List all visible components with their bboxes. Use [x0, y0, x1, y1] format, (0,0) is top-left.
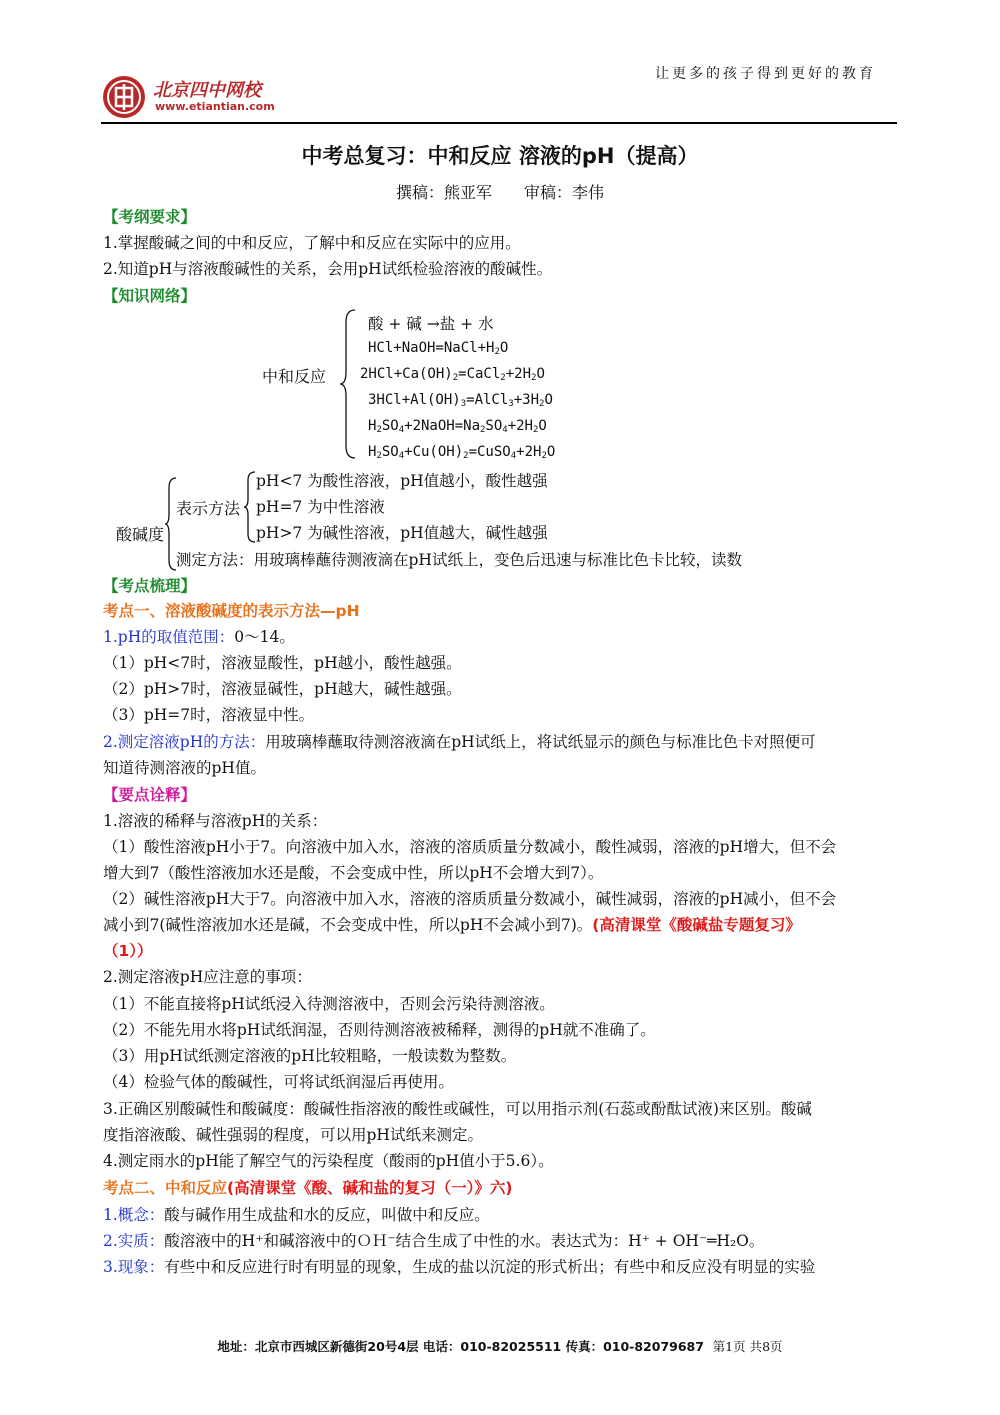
- requirement-1: 1.掌握酸碱之间的中和反应，了解中和反应在实际中的应用。: [103, 234, 521, 252]
- note-1b: （2）碱性溶液pH大于7。向溶液中加入水，溶液的溶质质量分数减小，碱性减弱，溶液的pH减小，但不会: [103, 890, 837, 908]
- requirement-2: 2.知道pH与溶液酸碱性的关系，会用pH试纸检验溶液的酸碱性。: [103, 260, 553, 278]
- section-heading-keypoints: 【考点梳理】: [103, 577, 197, 595]
- measure-method: 测定方法：用玻璃棒蘸待测液滴在pH试纸上，变色后迅速与标准比色卡比较，读数: [176, 551, 742, 569]
- ph-method: [103, 731, 816, 753]
- equation-4: $H_2SO_4+2NaOH=Na_2SO_4+2H_2O$: [368, 418, 547, 435]
- keypoint-1-heading: 考点一、溶液酸碱度的表示方法—pH: [103, 602, 360, 620]
- brace-icon: [339, 308, 359, 460]
- ph-rule-1: （1）pH<7时，溶液显酸性，pH越小，酸性越强。: [103, 654, 462, 672]
- section-heading-network: 【知识网络】: [103, 287, 197, 305]
- note-1: 1.溶液的稀释与溶液pH的关系：: [103, 812, 328, 830]
- equation-3: $3HCl+Al(OH)_3=AlCl_3+3H_2O$: [368, 392, 553, 409]
- brace-icon: [243, 470, 257, 544]
- logo: [101, 72, 301, 122]
- page-number: 第1页 共8页: [712, 1339, 783, 1354]
- note-1a-cont: 增大到7（酸性溶液加水还是酸，不会变成中性，所以pH不会增大到7）。: [103, 864, 604, 882]
- ph-range-label: 1.pH的取值范围：: [103, 628, 235, 646]
- logo-url: www.etiantian.com: [155, 100, 275, 113]
- express-item: pH<7 为酸性溶液，pH值越小，酸性越强: [256, 472, 548, 490]
- video-reference-cont: （1））: [103, 942, 153, 960]
- note-2b: （2）不能先用水将pH试纸润湿，否则待测溶液被稀释，测得的pH就不准确了。: [103, 1021, 656, 1039]
- ph-method-label: 2.测定溶液pH的方法：: [103, 733, 266, 751]
- note-1b-cont: 减小到7(碱性溶液加水还是碱，不会变成中性，所以pH不会减小到7)。(高清课堂《酸碱盐专题复习》: [103, 916, 801, 934]
- header-slogan: 让更多的孩子得到更好的教育: [655, 66, 876, 82]
- note-3-cont: 度指溶液酸、碱性强弱的程度，可以用pH试纸来测定。: [103, 1126, 483, 1144]
- note-2d: （4）检验气体的酸碱性，可将试纸润湿后再使用。: [103, 1073, 454, 1091]
- ph-method-cont: 知道待测溶液的pH值。: [103, 759, 266, 777]
- acidbase-label: 酸碱度: [116, 525, 165, 544]
- equation-1: $HCl+NaOH=NaCl+H_2O$: [368, 340, 509, 357]
- footer-address: 地址：北京市西城区新德街20号4层 电话：010-82025511 传真：010-82079687: [217, 1339, 704, 1354]
- notes-heading: 【要点诠释】: [103, 786, 197, 804]
- equation-5: $H_2SO_4+Cu(OH)_2=CuSO_4+2H_2O$: [368, 444, 556, 461]
- note-2: 2.测定溶液pH应注意的事项：: [103, 968, 312, 986]
- ph-rule-3: （3）pH=7时，溶液显中性。: [103, 706, 315, 724]
- note-3: 3.正确区别酸碱性和酸碱度：酸碱性指溶液的酸性或碱性，可以用指示剂(石蕊或酚酞试液)来区别。酸碱: [103, 1100, 812, 1118]
- note-2a: （1）不能直接将pH试纸浸入待测溶液中，否则会污染待测溶液。: [103, 995, 555, 1013]
- keypoint-2-heading: 考点二、中和反应(高清课堂《酸、碱和盐的复习（一）》六): [103, 1179, 513, 1197]
- authors: 撰稿：熊亚军 审稿：李伟: [395, 183, 604, 202]
- section-heading-requirements: 【考纲要求】: [103, 208, 197, 226]
- ph-method-text: 用玻璃棒蘸取待测溶液滴在pH试纸上，将试纸显示的颜色与标准比色卡对照便可: [265, 733, 816, 751]
- ph-rule-2: （2）pH>7时，溶液显碱性，pH越大，碱性越强。: [103, 680, 462, 698]
- logo-emblem-icon: [101, 74, 147, 120]
- header-rule: [101, 122, 897, 124]
- note-1a: （1）酸性溶液pH小于7。向溶液中加入水，溶液的溶质质量分数减小，酸性减弱，溶液的pH增大，但不会: [103, 838, 837, 856]
- express-label: 表示方法: [176, 499, 241, 518]
- express-item: pH=7 为中性溶液: [256, 498, 385, 516]
- ph-range: [103, 626, 295, 648]
- neutralization-general: 酸 + 碱 →盐 + 水: [368, 315, 494, 333]
- equation-2: $2HCl+Ca(OH)_2=CaCl_2+2H_2O$: [360, 366, 545, 383]
- note-4: 4.测定雨水的pH能了解空气的污染程度（酸雨的pH值小于5.6）。: [103, 1152, 554, 1170]
- express-item: pH>7 为碱性溶液，pH值越大，碱性越强: [256, 524, 548, 542]
- video-reference: (高清课堂《酸、碱和盐的复习（一）》六): [227, 1179, 513, 1197]
- footer: [0, 1337, 1000, 1355]
- essence: 2.实质：酸溶液中的H⁺和碱溶液中的ＯＨ⁻结合生成了中性的水。表达式为：H⁺ + OH⁻═H₂O。: [103, 1232, 765, 1250]
- note-2c: （3）用pH试纸测定溶液的pH比较粗略，一般读数为整数。: [103, 1047, 517, 1065]
- neutralization-label: 中和反应: [262, 367, 327, 386]
- logo-name: 北京四中网校: [153, 80, 261, 101]
- page-title: 中考总复习：中和反应 溶液的pH（提高）: [301, 144, 699, 168]
- ph-range-value: 0～14。: [234, 628, 295, 646]
- video-reference: (高清课堂《酸碱盐专题复习》: [592, 916, 801, 934]
- phenomenon: 3.现象：有些中和反应进行时有明显的现象，生成的盐以沉淀的形式析出；有些中和反应没有明显的实验: [103, 1258, 816, 1276]
- concept: 1.概念：酸与碱作用生成盐和水的反应，叫做中和反应。: [103, 1206, 490, 1224]
